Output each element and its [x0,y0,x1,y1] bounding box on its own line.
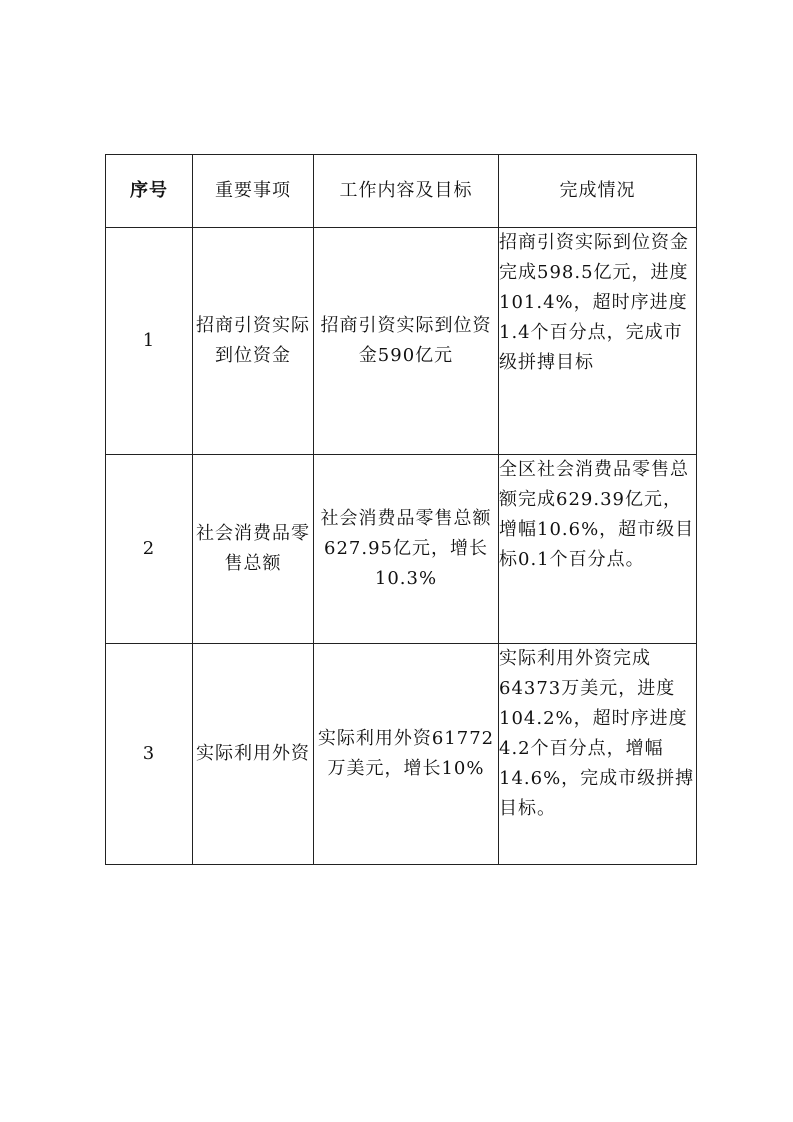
table-header-row [106,155,697,228]
header-key-item: 重要事项 [193,155,314,228]
header-serial-number: 序号 [106,155,193,228]
cell-key-item: 社会消费品零售总额 [193,455,314,644]
cell-serial-number: 2 [106,455,193,644]
cell-work-target: 社会消费品零售总额627.95亿元，增长10.3% [314,455,499,644]
cell-work-target: 实际利用外资61772万美元，增长10% [314,644,499,865]
table-row [106,455,697,644]
cell-serial-number: 1 [106,228,193,455]
cell-key-item: 实际利用外资 [193,644,314,865]
cell-serial-number: 3 [106,644,193,865]
cell-completion-status: 招商引资实际到位资金完成598.5亿元，进度101.4%，超时序进度1.4个百分点，完成市级拼搏目标 [499,228,697,455]
cell-completion-status: 全区社会消费品零售总额完成629.39亿元，增幅10.6%，超市级目标0.1个百分点。 [499,455,697,644]
table-row [106,228,697,455]
cell-key-item: 招商引资实际到位资金 [193,228,314,455]
work-progress-table [105,154,697,865]
header-completion-status: 完成情况 [499,155,697,228]
header-work-content-target: 工作内容及目标 [314,155,499,228]
cell-work-target: 招商引资实际到位资金590亿元 [314,228,499,455]
table-row [106,644,697,865]
cell-completion-status: 实际利用外资完成64373万美元，进度104.2%，超时序进度4.2个百分点，增幅14.6%，完成市级拼搏目标。 [499,644,697,865]
